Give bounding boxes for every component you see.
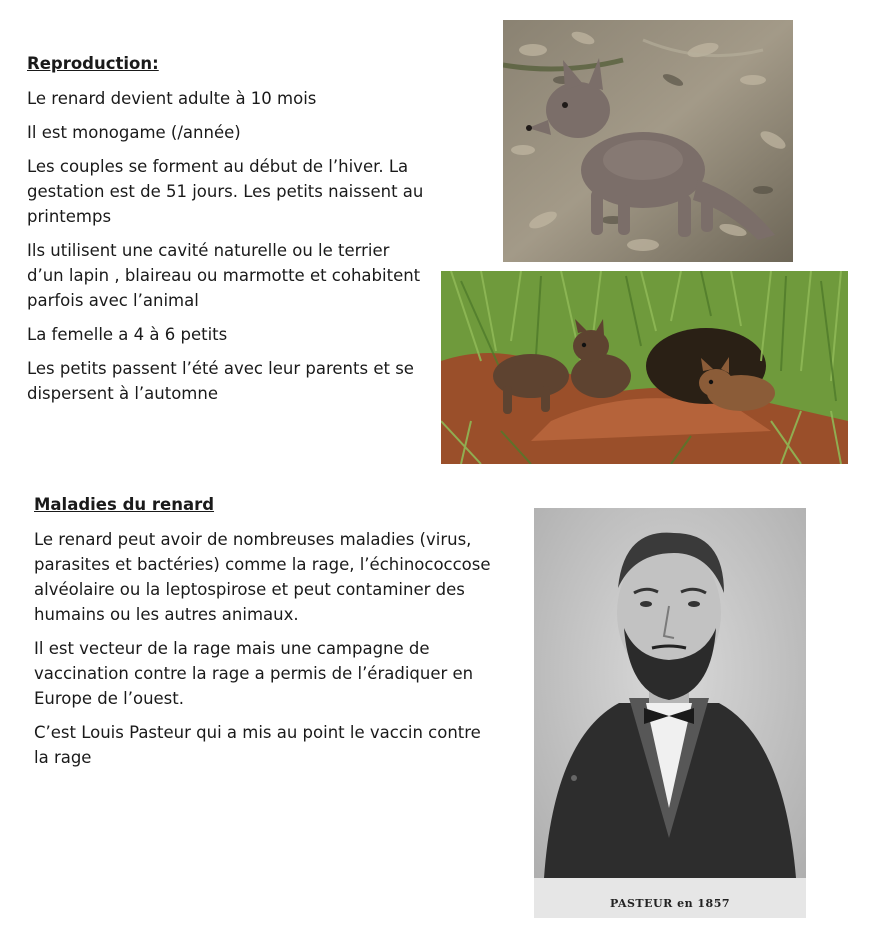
pasteur-caption: PASTEUR en 1857: [609, 897, 731, 910]
reproduction-paragraph: Le renard devient adulte à 10 mois: [27, 89, 317, 108]
reproduction-paragraph: Les petits passent l’été avec leur parents et se dispersent à l’automne: [27, 359, 414, 403]
maladies-paragraph: C’est Louis Pasteur qui a mis au point le vaccin contre la rage: [34, 723, 481, 767]
reproduction-paragraph: Ils utilisent une cavité naturelle ou le terrier d’un lapin , blaireau ou marmotte et cohabitent parfois avec l’animal: [27, 241, 421, 310]
reproduction-section: [27, 52, 427, 415]
fox-den-photo: [441, 271, 848, 464]
reproduction-heading: Reproduction:: [27, 54, 159, 73]
pasteur-portrait-photo: [534, 508, 806, 918]
maladies-heading: Maladies du renard: [34, 495, 215, 514]
maladies-paragraph: Le renard peut avoir de nombreuses maladies (virus, parasites et bactéries) comme la rage, l’échinococcose alvéolaire ou la leptospirose et peut contaminer des humains ou les autres animaux.: [34, 530, 491, 624]
reproduction-paragraph: Les couples se forment au début de l’hiver. La gestation est de 51 jours. Les petits naissent au printemps: [27, 157, 424, 226]
maladies-paragraph: Il est vecteur de la rage mais une campagne de vaccination contre la rage a permis de l’éradiquer en Europe de l’ouest.: [34, 639, 474, 708]
reproduction-paragraph: Il est monogame (/année): [27, 123, 241, 142]
fox-kit-photo: [503, 20, 793, 262]
maladies-section: [34, 493, 492, 779]
reproduction-paragraph: La femelle a 4 à 6 petits: [27, 325, 228, 344]
